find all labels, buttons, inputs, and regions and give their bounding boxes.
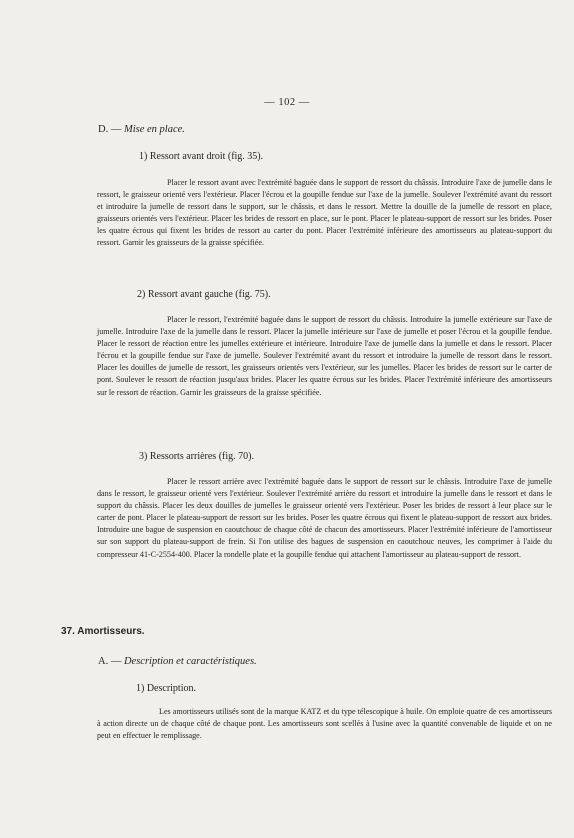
description-heading: 1) Description. (136, 683, 196, 694)
section-d-title: Mise en place. (123, 124, 185, 135)
section-37-title: 37. Amortisseurs. (61, 626, 145, 637)
item-2-paragraph: Placer le ressort, l'extrémité baguée dans le support de ressort du châssis. Introduire la jumelle extérieure sur l'axe de jumelle. Introduire l'axe de la jumelle dans le ressort. Placer la jumelle intérieure sur l'axe de jumelle et poser l'écrou et la goupille fendue. Placer le ressort de réaction entre les jumelles extérieure et intérieure. Introduire l'axe de jumelle dans la jumelle et dans le ressort. Placer l'écrou et la goupille fendue sur l'axe de jumelle. Soulever l'extrémité avant du ressort et introduire la jumelle de ressort dans le ressort. Placer les douilles de jumelle de ressort, les graisseurs orientés vers l'extérieur, sur les jumelles. Placer les brides de ressort sur le carter de pont. Soulever le ressort de réaction jusqu'aux brides. Placer les quatre écrous sur les brides. Placer l'extrémité inférieure des amortisseurs sur le ressort de réaction. Garnir les graisseurs de la graisse spécifiée. (97, 315, 552, 397)
section-d-heading (98, 124, 185, 135)
subsection-a-heading (98, 656, 257, 667)
item-1-heading: 1) Ressort avant droit (fig. 35). (139, 151, 264, 162)
section-d-prefix: D. — (98, 124, 122, 135)
item-1-paragraph: Placer le ressort avant avec l'extrémité baguée dans le support de ressort du châssis. Introduire l'axe de jumelle dans le ressort, le graisseur orienté vers l'extérieur. Placer l'écrou et la goupille fendue sur l'axe de la jumelle. Soulever l'extrémité avant du ressort et introduire la jumelle de ressort dans le support, sur le châssis, et dans le ressort. Mettre la douille de la jumelle de ressort en place, graisseurs orientés vers l'extérieur. Placer les brides de ressort en place, sur le pont. Placer le plateau-support de ressort sur les brides. Poser les quatre écrous qui fixent les brides de ressort au carter du pont. Placer l'extrémité inférieure des amortisseurs au plateau-support du ressort. Garnir les graisseurs de la graisse spécifiée. (97, 178, 552, 248)
subsection-a-prefix: A. — (98, 656, 122, 667)
description-paragraph: Les amortisseurs utilisés sont de la marque KATZ et du type télescopique à huile. On emploie quatre de ces amortisseurs à action directe un de chaque côté de chaque pont. Les amortisseurs sont scellés à l'usine avec la quantité convenable de liquide et on ne peut en effectuer le remplissage. (97, 707, 552, 741)
item-3-heading: 3) Ressorts arrières (fig. 70). (139, 451, 254, 462)
subsection-a-title: Description et caractéristiques. (123, 656, 257, 667)
page-number: — 102 — (264, 97, 310, 108)
item-3-paragraph: Placer le ressort arrière avec l'extrémité baguée dans le support de ressort sur le châssis. Introduire l'axe de jumelle dans le ressort, le graisseur orienté vers l'extérieur. Soulever l'extrémité arrière du ressort et introduire la jumelle dans le ressort et dans le support du châssis. Placer les deux douilles de jumelles le graisseur orienté vers l'extérieur. Poser les brides de ressort à leur place sur le carter de pont. Placer le plateau-support de ressort sur les brides. Poser les quatre écrous qui fixent le plateau-support de ressort aux brides. Introduire une bague de suspension en caoutchouc de chaque côté de chacun des amortisseurs. Placer l'extrémité inférieure de l'amortisseur sur son support du plateau-support de frein. Si l'on utilise des bagues de suspension en caoutchouc neuves, les comprimer à l'aide du compresseur 41-C-2554-400. Placer la rondelle plate et la goupille fendue qui attachent l'amortisseur au plateau-support de ressort. (97, 477, 552, 559)
item-2-heading: 2) Ressort avant gauche (fig. 75). (137, 289, 271, 300)
